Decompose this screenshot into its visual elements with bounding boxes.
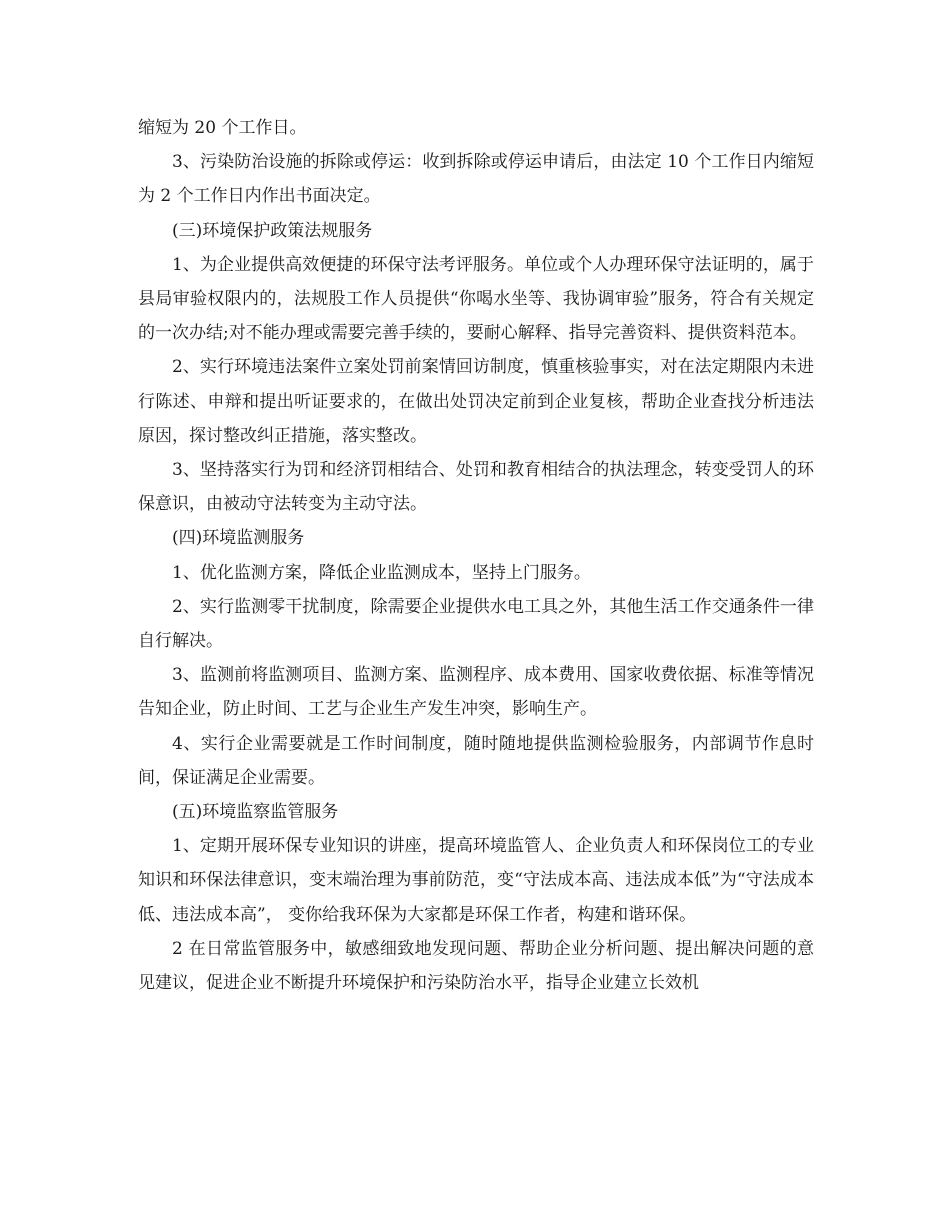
section-heading-policy-service: (三)环境保护政策法规服务	[172, 220, 373, 241]
section-heading-supervision-service: (五)环境监察监管服务	[172, 802, 339, 823]
paragraph-enforcement-concept: 3、坚持落实行为罚和经济罚相结合、处罚和教育相结合的执法理念，转变受罚人的环保意识，由被动守法转变为主动守法。	[138, 460, 814, 515]
paragraph-continuation: 缩短为 20 个工作日。	[138, 118, 307, 138]
paragraph-work-time: 4、实行企业需要就是工作时间制度，随时随地提供监测检验服务，内部调节作息时间，保证满足企业需要。	[138, 733, 814, 788]
paragraph-facility-removal: 3、污染防治设施的拆除或停运：收到拆除或停运申请后，由法定 10 个工作日内缩短为 2 个工作日内作出书面决定。	[138, 152, 814, 207]
paragraph-monitoring-notice: 3、监测前将监测项目、监测方案、监测程序、成本费用、国家收费依据、标准等情况告知企业，防止时间、工艺与企业生产发生冲突，影响生产。	[138, 665, 814, 720]
paragraph-compliance-evaluation: 1、为企业提供高效便捷的环保守法考评服务。单位或个人办理环保守法证明的，属于县局审验权限内的，法规股工作人员提供“你喝水坐等、我协调审验”服务，符合有关规定的一次办结;对不能办理或需要完善手续的，要耐心解释、指导完善资料、提供资料范本。	[138, 254, 814, 344]
section-heading-monitoring-service: (四)环境监测服务	[172, 528, 305, 549]
document-page	[138, 111, 814, 1000]
paragraph-lectures: 1、定期开展环保专业知识的讲座，提高环境监管人、企业负责人和环保岗位工的专业知识和环保法律意识，变末端治理为事前防范，变“守法成本高、违法成本低”为“守法成本低、违法成本高”， 变你给我环保为大家都是环保工作者，构建和谐环保。	[138, 836, 814, 925]
paragraph-case-revisit: 2、实行环境违法案件立案处罚前案情回访制度，慎重核验事实，对在法定期限内未进行陈述、申辩和提出听证要求的，在做出处罚决定前到企业复核，帮助企业查找分析违法原因，探讨整改纠正措施，落实整改。	[138, 357, 814, 446]
paragraph-daily-supervision: 2 在日常监管服务中，敏感细致地发现问题、帮助企业分析问题、提出解决问题的意见建议，促进企业不断提升环境保护和污染防治水平，指导企业建立长效机	[138, 938, 814, 994]
paragraph-monitoring-plan: 1、优化监测方案，降低企业监测成本，坚持上门服务。	[172, 562, 591, 583]
paragraph-zero-interference: 2、实行监测零干扰制度，除需要企业提供水电工具之外，其他生活工作交通条件一律自行解决。	[138, 596, 814, 652]
